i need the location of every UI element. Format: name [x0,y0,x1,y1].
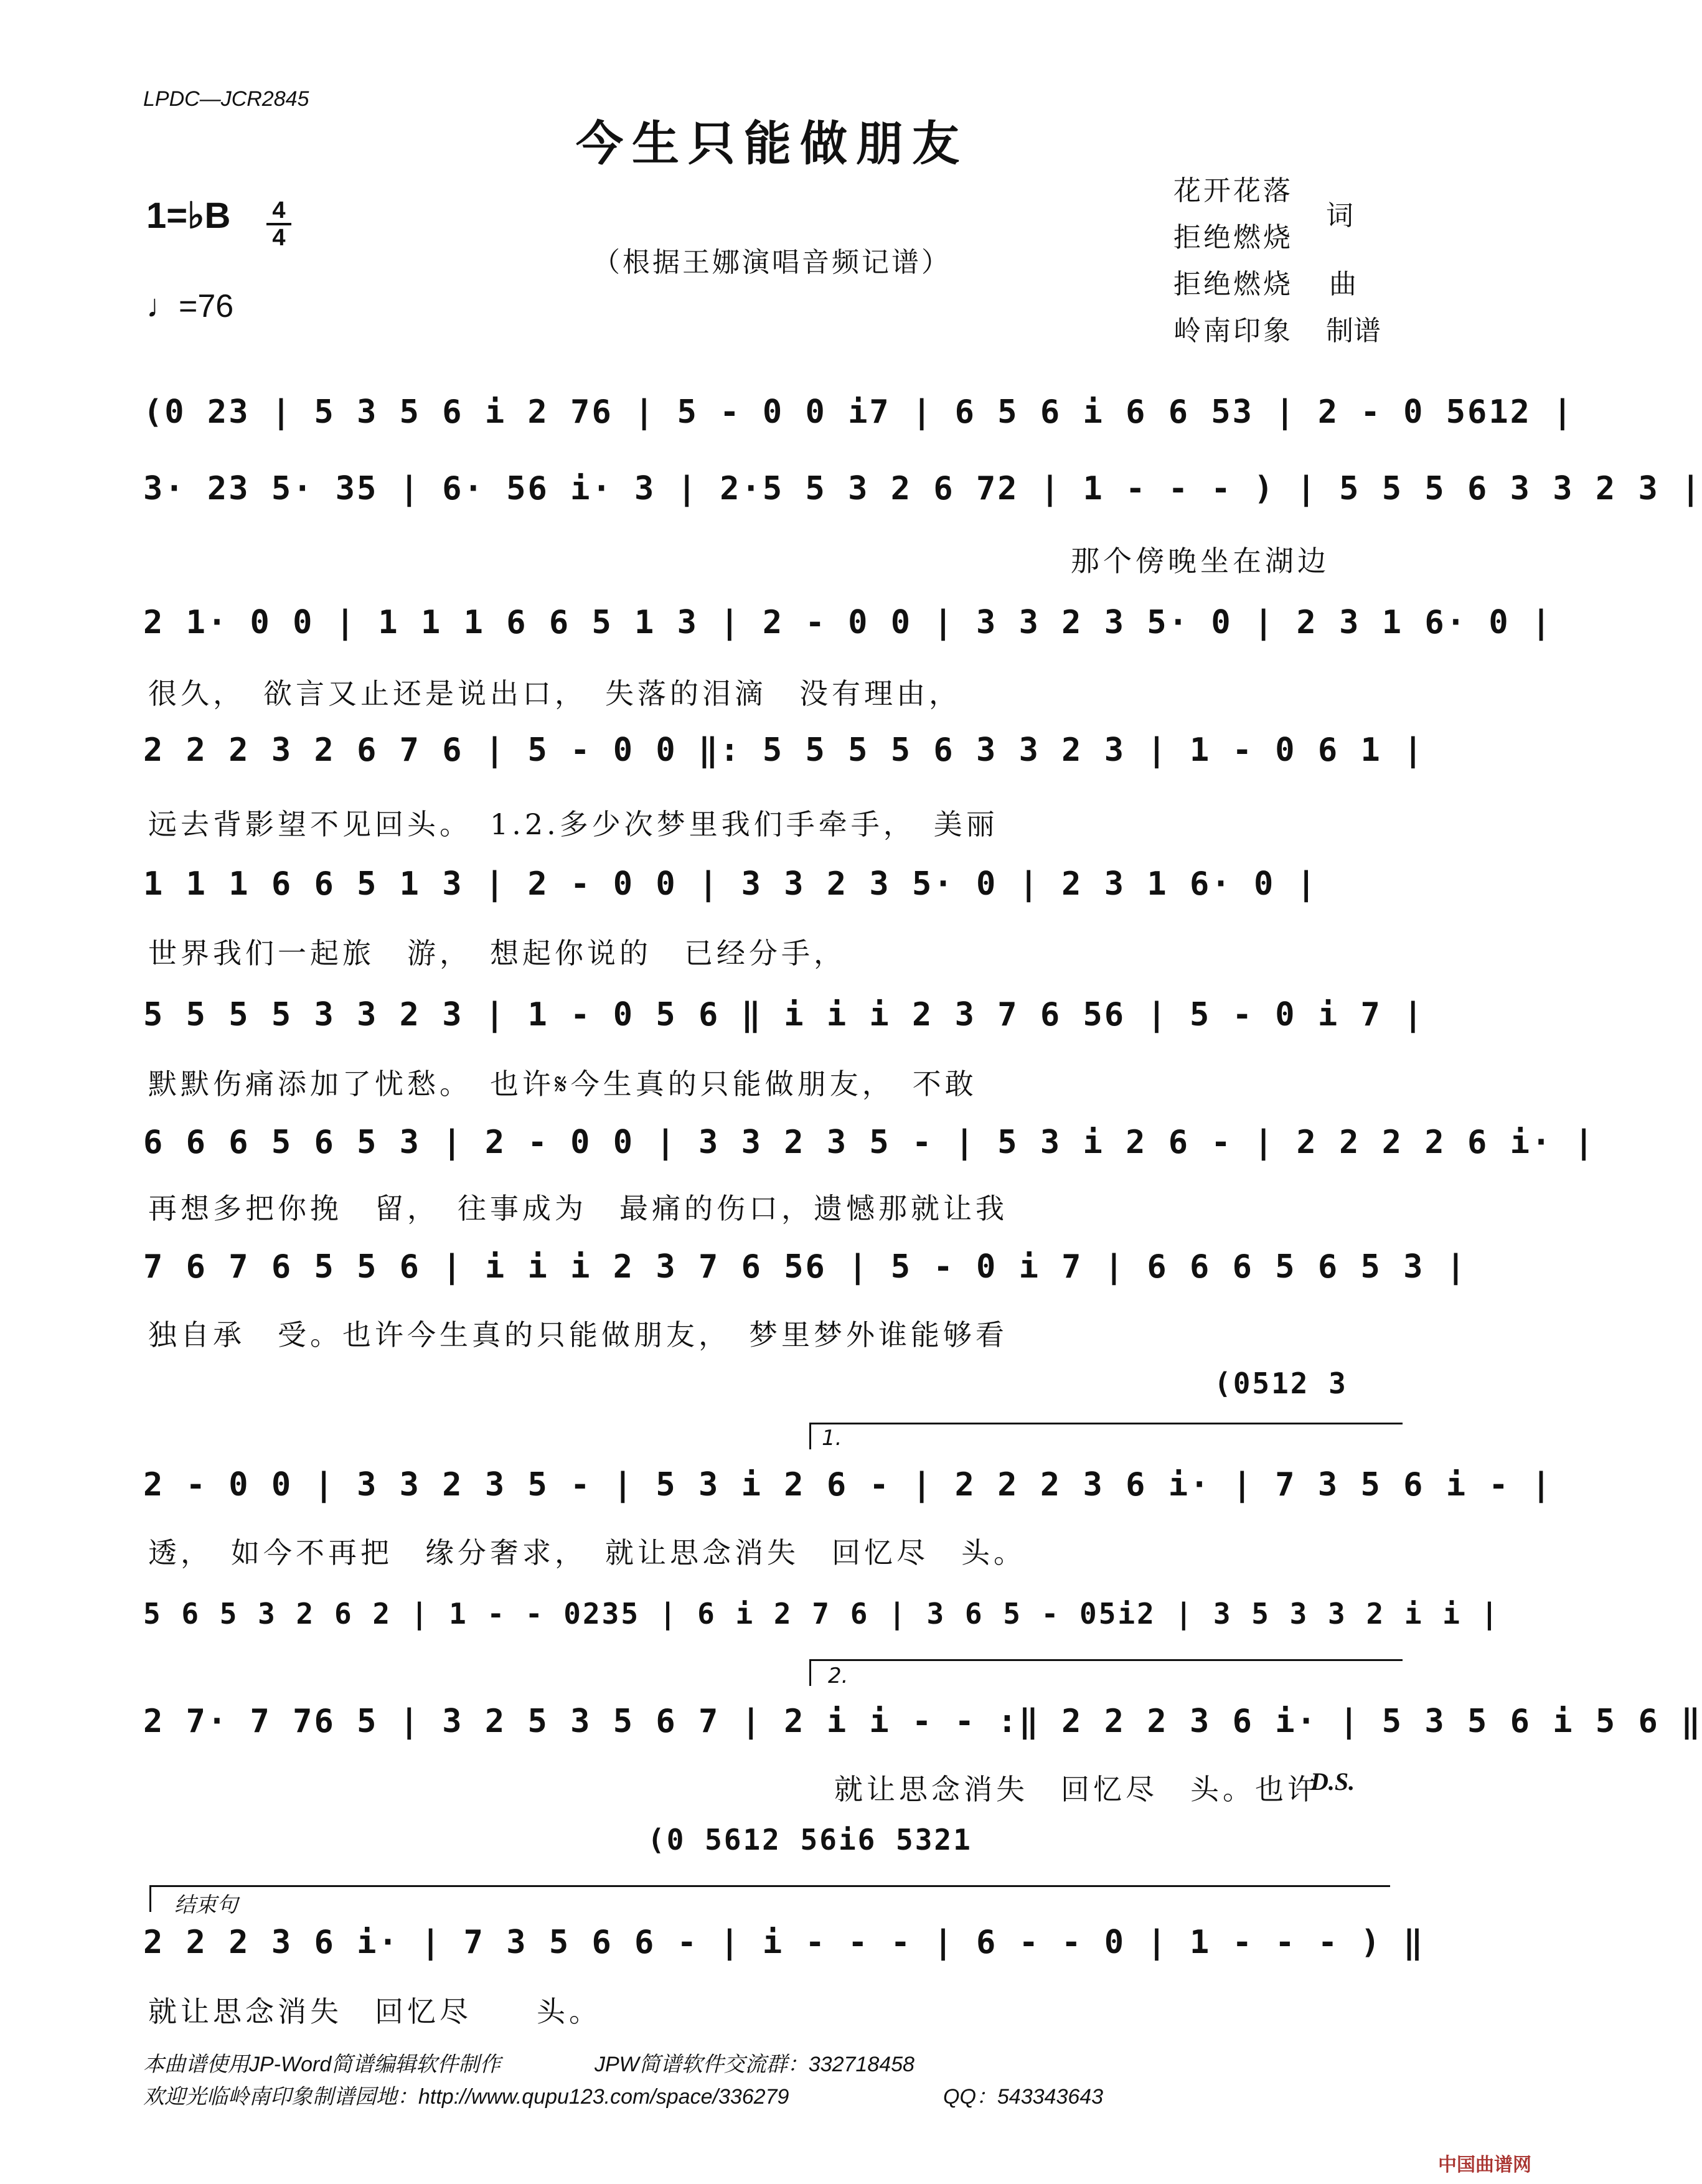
key-signature: 1=♭B [146,195,231,236]
site-logo: 中国曲谱网 [1438,2154,1531,2176]
lyrics-line-12: 就让思念消失 回忆尽 头。 [148,1995,601,2028]
lyrics-line-11: 就让思念消失 回忆尽 头。也许 [834,1772,1320,1806]
notation-line-1: (0 23 | 5 3 5 6 i 2 76 | 5 - 0 0 i7 | 6 5 6 i 6 6 53 | 2 - 0 5612 | [143,393,1574,431]
volta-2-bracket [809,1659,1403,1686]
notation-line-4: 2 2 2 3 2 6 7 6 | 5 - 0 0 ‖: 5 5 5 5 6 3 3 2 3 | 1 - 0 6 1 | [143,732,1425,769]
notation-line-5: 1 1 1 6 6 5 1 3 | 2 - 0 0 | 3 3 2 3 5· 0 | 2 3 1 6· 0 | [143,865,1318,903]
lyricist-1: 花开花落 [1173,175,1293,207]
notation-line-3: 2 1· 0 0 | 1 1 1 6 6 5 1 3 | 2 - 0 0 | 3 3 2 3 5· 0 | 2 3 1 6· 0 | [143,604,1553,641]
lyrics-line-4: 远去背影望不见回头。 1.2.多少次梦里我们手牵手， 美丽 [148,807,999,841]
notation-line-8: 7 6 7 6 5 5 6 | i i i 2 3 7 6 56 | 5 - 0 i 7 | 6 6 6 5 6 5 3 | [143,1248,1468,1286]
footer-group: JPW简谱软件交流群：332718458 [595,2053,914,2076]
footer-website: 欢迎光临岭南印象制谱园地：http://www.qupu123.com/space/336279 [143,2085,789,2109]
interlude-cue-1: (0512 3 [1214,1367,1348,1400]
interlude-cue-2: (0 5612 56i6 5321 [647,1823,972,1857]
notation-line-6: 5 5 5 5 3 3 2 3 | 1 - 0 5 6 ‖ i i i 2 3 7 6 56 | 5 - 0 i 7 | [143,996,1425,1033]
lyrics-line-9: 透， 如今不再把 缘分奢求， 就让思念消失 回忆尽 头。 [148,1536,1026,1570]
score-code: LPDC—JCR2845 [143,87,309,111]
lyrics-line-7: 再想多把你挽 留， 往事成为 最痛的伤口，遗憾那就让我 [148,1192,1008,1225]
notation-line-10: 5 6 5 3 2 6 2 | 1 - - 0235 | 6 i 2 7 6 | 3 6 5 - 05i2 | 3 5 3 3 2 i i | [143,1597,1500,1631]
song-subtitle: （根据王娜演唱音频记谱） [593,247,951,278]
coda-bracket [149,1885,1390,1912]
lyrics-line-6: 默默伤痛添加了忧愁。 也许𝄋今生真的只能做朋友， 不敢 [148,1067,977,1101]
tempo-marking: ♩=76 [146,288,234,324]
footer-qq: QQ：543343643 [943,2085,1104,2109]
time-signature [266,198,291,250]
ds-marking: D.S. [1310,1767,1355,1796]
lyrics-line-3: 很久， 欲言又止还是说出口， 失落的泪滴 没有理由， [148,677,961,710]
footer-software: 本曲谱使用JP-Word简谱编辑软件制作 [143,2053,501,2076]
notation-line-11: 2 7· 7 76 5 | 3 2 5 3 5 6 7 | 2 i i - - :‖ 2 2 2 3 6 i· | 5 3 5 6 i 5 6 ‖ [143,1703,1702,1740]
composer: 拒绝燃烧 [1173,268,1293,300]
volta-2-label: 2. [828,1664,849,1688]
lyrics-line-2: 那个傍晚坐在湖边 [1071,544,1330,578]
time-signature-bottom: 4 [272,225,286,251]
lyrics-line-8: 独自承 受。也许今生真的只能做朋友， 梦里梦外谁能够看 [148,1318,1008,1352]
engraver-role: 制谱 [1326,315,1381,347]
composer-role: 曲 [1329,268,1356,300]
engraver: 岭南印象 [1173,315,1293,347]
song-title: 今生只能做朋友 [576,116,968,171]
volta-1-label: 1. [822,1426,842,1451]
notation-line-7: 6 6 6 5 6 5 3 | 2 - 0 0 | 3 3 2 3 5 - | 5 3 i 2 6 - | 2 2 2 2 6 i· | [143,1124,1596,1161]
lyrics-line-5: 世界我们一起旅 游， 想起你说的 已经分手， [148,936,846,970]
lyrics-role: 词 [1326,200,1353,232]
time-signature-top: 4 [272,197,286,224]
volta-1-bracket [809,1423,1403,1449]
notation-line-9: 2 - 0 0 | 3 3 2 3 5 - | 5 3 i 2 6 - | 2 2 2 3 6 i· | 7 3 5 6 i - | [143,1466,1553,1504]
coda-label: 结束句 [174,1893,238,1918]
lyricist-2: 拒绝燃烧 [1173,222,1293,253]
notation-line-12: 2 2 2 3 6 i· | 7 3 5 6 6 - | i - - - | 6 - - 0 | 1 - - - ) ‖ [143,1924,1425,1961]
notation-line-2: 3· 23 5· 35 | 6· 56 i· 3 | 2·5 5 3 2 6 72 | 1 - - - ) | 5 5 5 6 3 3 2 3 | [143,470,1702,507]
